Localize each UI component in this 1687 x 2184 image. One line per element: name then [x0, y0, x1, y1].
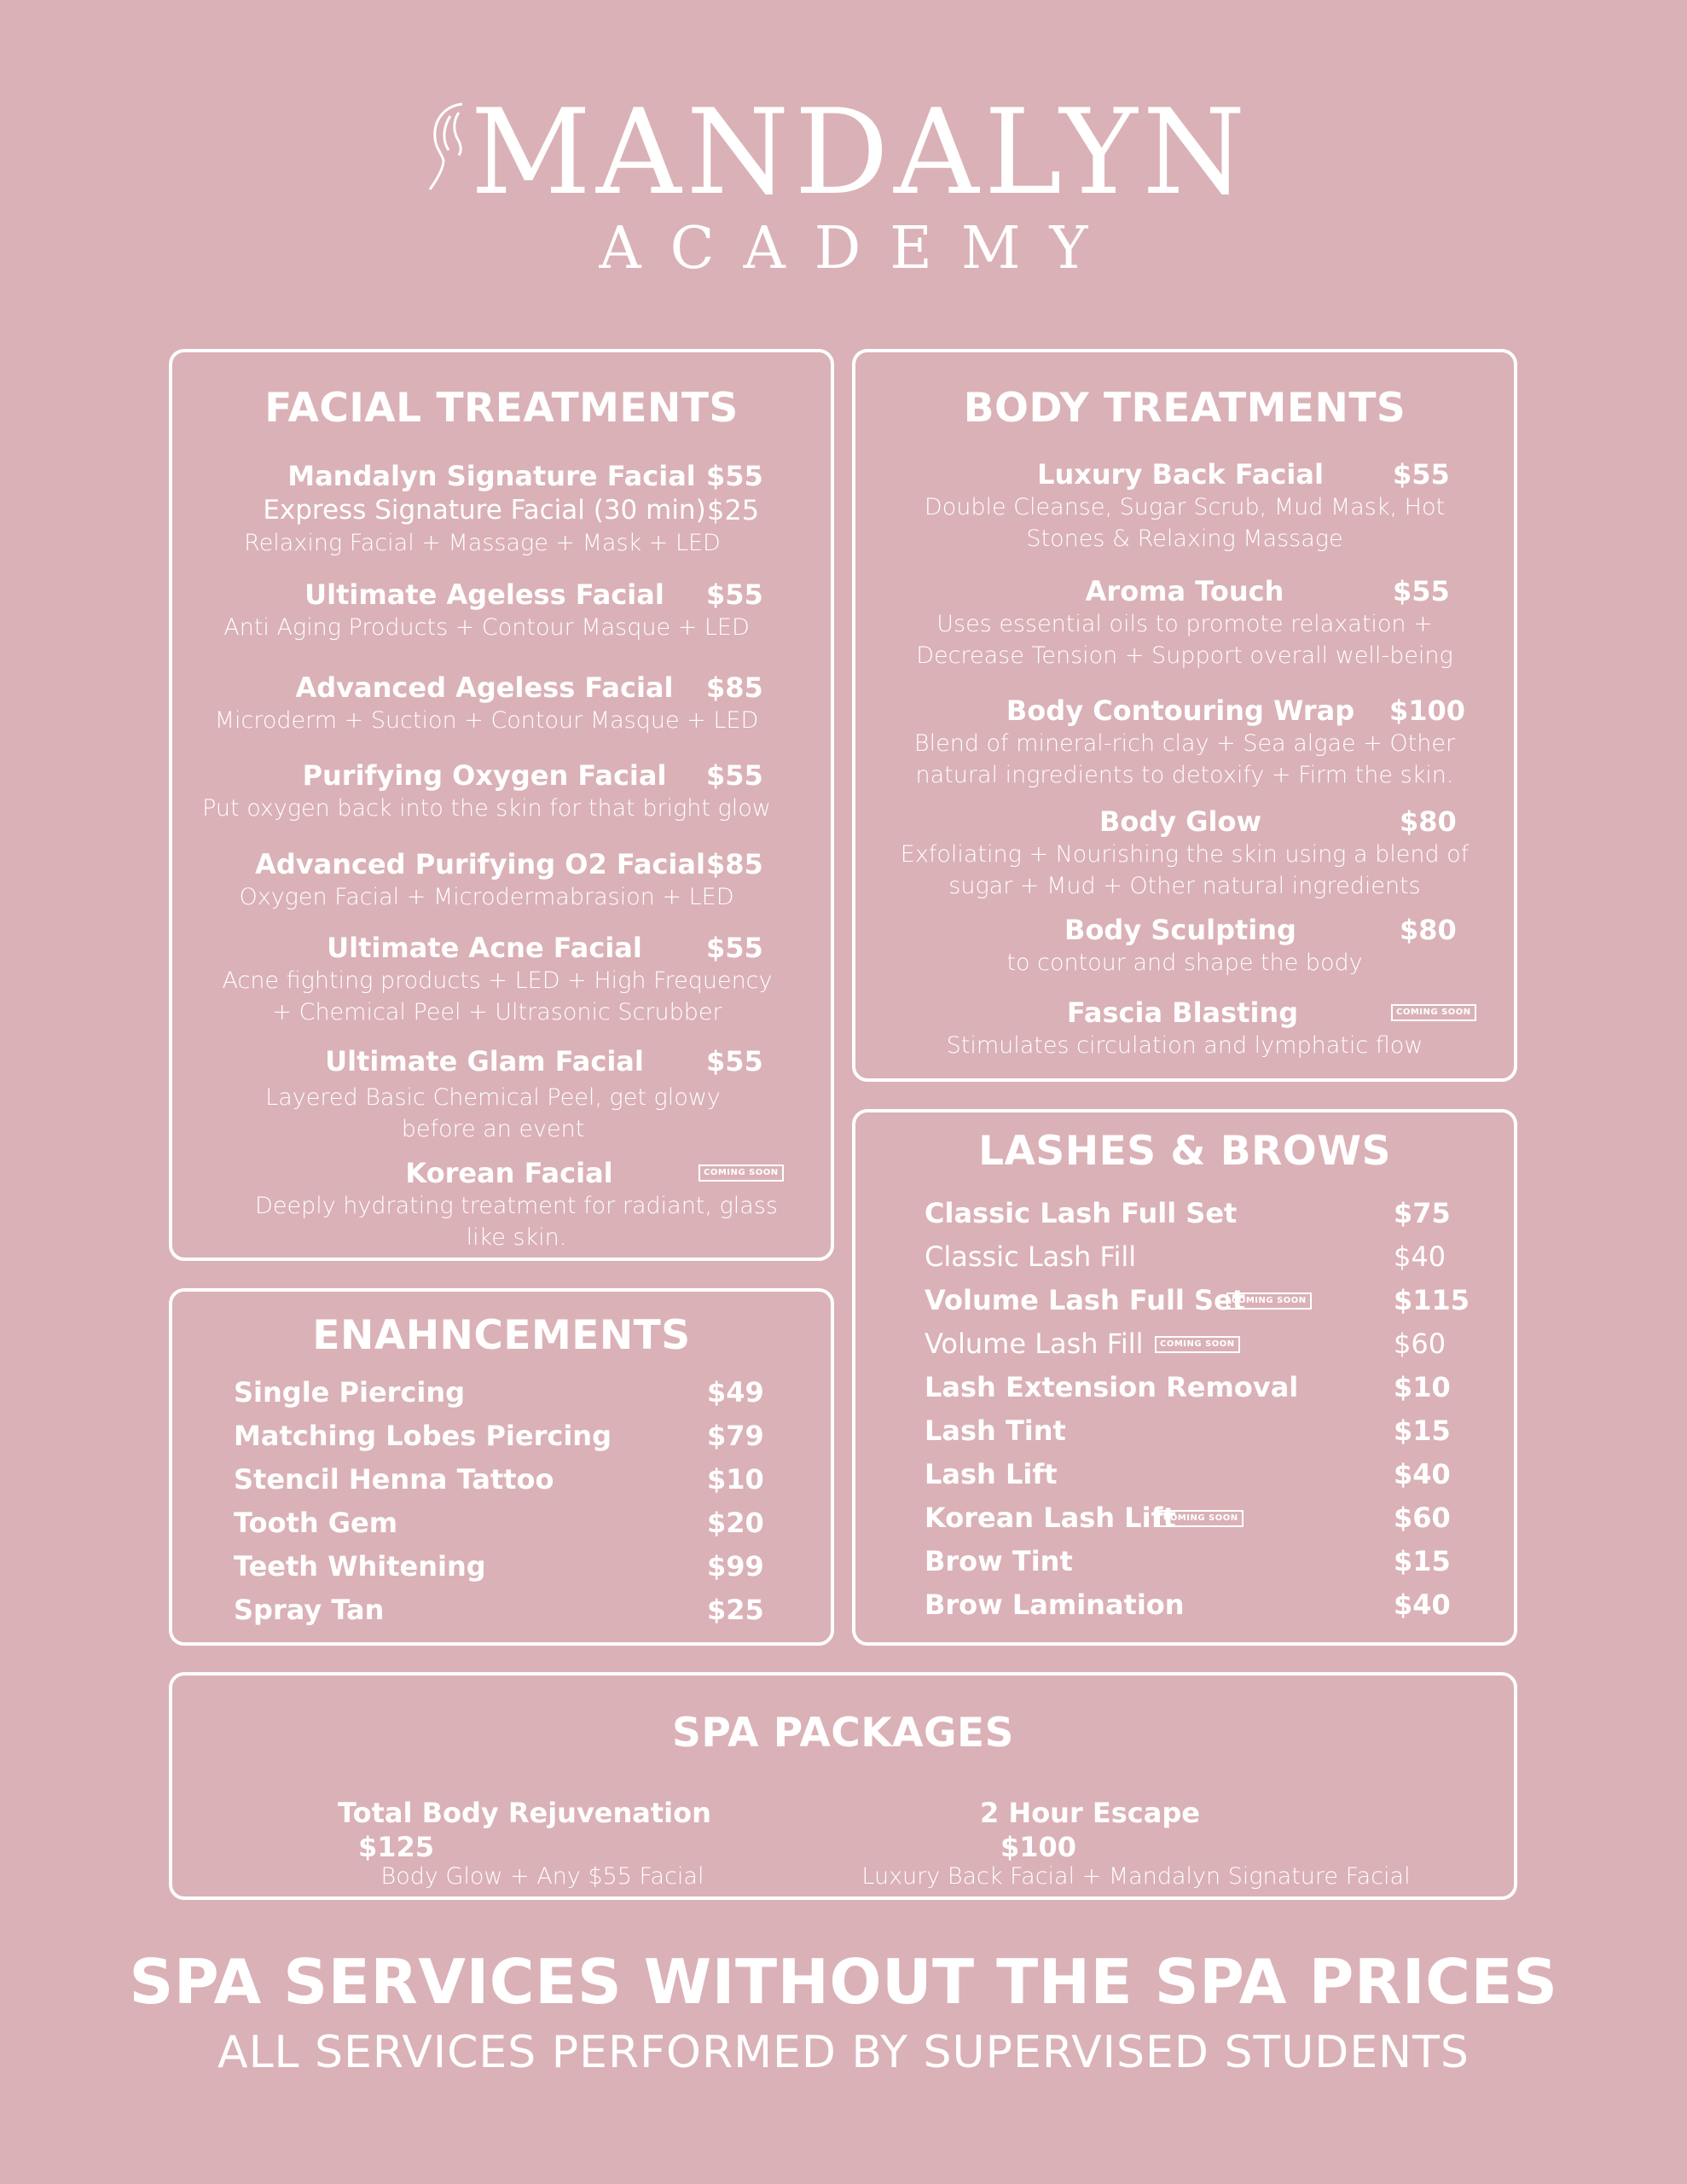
service-description: Exfoliating + Nourishing the skin using a blend of — [900, 841, 1470, 868]
service-description: Uses essential oils to promote relaxation + — [936, 611, 1433, 637]
service-price: $99 — [707, 1550, 764, 1583]
service-name: Body Glow — [1099, 805, 1262, 838]
facial-treatments-section — [169, 349, 834, 1261]
price-row — [855, 1370, 1514, 1404]
service-name: Ultimate Acne Facial — [327, 932, 642, 964]
service-name: Aroma Touch — [1085, 575, 1284, 607]
logo-sub-text: ACADEMY — [599, 215, 1117, 282]
service-price: $10 — [1394, 1371, 1451, 1403]
enhancements-title: ENAHNCEMENTS — [312, 1312, 691, 1359]
service-name: Purifying Oxygen Facial — [302, 759, 667, 792]
coming-soon-badge: COMING SOON — [699, 1165, 784, 1182]
service-sub-name: Express Signature Facial (30 min) — [263, 495, 706, 526]
service-name: Brow Lamination — [925, 1589, 1185, 1621]
service-description: Relaxing Facial + Massage + Mask + LED — [244, 530, 721, 556]
service-price: $55 — [1393, 458, 1450, 491]
service-item — [855, 574, 1514, 671]
service-description-line2: natural ingredients to detoxify + Firm the skin. — [915, 762, 1454, 788]
price-row — [855, 1544, 1514, 1578]
service-description: Double Cleanse, Sugar Scrub, Mud Mask, Hot — [924, 494, 1446, 520]
price-row — [855, 1196, 1514, 1230]
service-item — [855, 996, 1514, 1061]
package-item — [846, 1796, 1411, 1890]
service-item — [172, 459, 831, 559]
service-item — [172, 931, 831, 1028]
package-name: 2 Hour Escape — [980, 1797, 1200, 1829]
service-price: $55 — [1393, 575, 1450, 607]
package-name: Total Body Rejuvenation — [338, 1797, 711, 1829]
service-item — [855, 913, 1514, 979]
service-description-line2: before an event — [401, 1116, 585, 1142]
service-name: Ultimate Glam Facial — [325, 1045, 644, 1077]
service-name: Single Piercing — [234, 1376, 466, 1409]
service-name: Body Contouring Wrap — [1006, 694, 1355, 727]
coming-soon-badge: COMING SOON — [1226, 1292, 1312, 1310]
package-description: Body Glow + Any $55 Facial — [380, 1863, 704, 1890]
body-treatments-section — [852, 349, 1517, 1082]
coming-soon-badge: COMING SOON — [1391, 1004, 1476, 1021]
service-name: Classic Lash Full Set — [925, 1197, 1238, 1229]
spa-packages-title: SPA PACKAGES — [671, 1710, 1015, 1757]
price-row — [172, 1549, 831, 1583]
woman-face-icon — [425, 101, 484, 199]
lashes-brows-title: LASHES & BROWS — [978, 1128, 1391, 1175]
service-name: Korean Facial — [405, 1157, 613, 1189]
service-name: Fascia Blasting — [1066, 996, 1299, 1029]
price-row — [855, 1414, 1514, 1448]
service-price: $49 — [707, 1376, 764, 1409]
service-name: Korean Lash Lift — [925, 1502, 1176, 1534]
service-item — [855, 804, 1514, 902]
service-item — [172, 847, 831, 913]
price-row — [855, 1283, 1514, 1317]
service-name: Brow Tint — [925, 1545, 1073, 1577]
package-price: $100 — [1000, 1831, 1077, 1863]
service-price: $60 — [1394, 1327, 1446, 1360]
service-name: Volume Lash Full Set — [925, 1284, 1246, 1316]
price-row — [855, 1327, 1514, 1361]
price-row — [855, 1588, 1514, 1622]
service-name: Lash Tint — [925, 1414, 1066, 1447]
service-name: Advanced Ageless Facial — [295, 671, 674, 704]
package-description: Luxury Back Facial + Mandalyn Signature Facial — [861, 1863, 1411, 1890]
service-description-line2: Decrease Tension + Support overall well-being — [916, 642, 1453, 669]
price-row — [172, 1375, 831, 1409]
service-name: Ultimate Ageless Facial — [304, 578, 664, 611]
service-price: $20 — [707, 1507, 764, 1539]
service-name: Teeth Whitening — [234, 1550, 486, 1583]
lashes-brows-section — [852, 1109, 1517, 1646]
tagline-subline: ALL SERVICES PERFORMED BY SUPERVISED STUDENTS — [217, 2027, 1470, 2078]
service-description: Blend of mineral-rich clay + Sea algae + Other — [913, 730, 1456, 757]
service-price: $25 — [707, 1594, 764, 1626]
service-item — [172, 578, 831, 643]
service-description: Stimulates circulation and lymphatic flow — [946, 1032, 1423, 1059]
service-description: Deeply hydrating treatment for radiant, glass — [255, 1193, 778, 1219]
service-name: Matching Lobes Piercing — [234, 1420, 612, 1452]
service-item — [855, 457, 1514, 555]
service-price: $55 — [706, 759, 763, 792]
service-name: Classic Lash Fill — [925, 1240, 1137, 1273]
service-item — [172, 671, 831, 736]
price-row — [855, 1501, 1514, 1535]
service-price: $40 — [1394, 1240, 1446, 1273]
service-description: Oxygen Facial + Microdermabrasion + LED — [239, 884, 734, 910]
service-description-line2: like skin. — [466, 1224, 567, 1251]
service-price: $100 — [1389, 694, 1466, 727]
service-description: Put oxygen back into the skin for that bright glow — [202, 795, 771, 822]
service-description-line2: sugar + Mud + Other natural ingredients — [948, 873, 1421, 899]
service-price: $85 — [706, 671, 763, 704]
service-description: Layered Basic Chemical Peel, get glowy — [265, 1084, 721, 1111]
logo-main-text: MANDALYN — [470, 84, 1251, 221]
service-name: Mandalyn Signature Facial — [287, 460, 696, 492]
service-name: Advanced Purifying O2 Facial — [255, 848, 705, 880]
price-row — [172, 1462, 831, 1496]
service-price: $115 — [1394, 1284, 1470, 1316]
service-name: Stencil Henna Tattoo — [234, 1463, 554, 1496]
service-item — [172, 758, 831, 824]
service-name: Luxury Back Facial — [1037, 458, 1324, 491]
service-description-line2: Stones & Relaxing Massage — [1026, 526, 1343, 552]
package-item — [338, 1796, 781, 1890]
service-name: Volume Lash Fill — [925, 1327, 1144, 1360]
coming-soon-badge: COMING SOON — [1158, 1510, 1244, 1527]
service-price: $75 — [1394, 1197, 1451, 1229]
package-price: $125 — [358, 1831, 435, 1863]
price-row — [172, 1419, 831, 1453]
price-row — [855, 1240, 1514, 1274]
service-item — [172, 1156, 831, 1253]
service-price: $55 — [706, 932, 763, 964]
service-description: Anti Aging Products + Contour Masque + LED — [223, 614, 750, 641]
service-price: $10 — [707, 1463, 764, 1496]
service-price: $40 — [1394, 1589, 1451, 1621]
service-price: $40 — [1394, 1458, 1451, 1490]
service-description-line2: + Chemical Peel + Ultrasonic Scrubber — [272, 999, 722, 1025]
service-description: Acne fighting products + LED + High Frequency — [222, 967, 773, 994]
service-price: $55 — [706, 460, 763, 492]
body-treatments-title: BODY TREATMENTS — [963, 385, 1406, 432]
service-price: $80 — [1400, 914, 1457, 946]
service-price: $15 — [1394, 1545, 1451, 1577]
service-description: Microderm + Suction + Contour Masque + LED — [214, 707, 759, 734]
price-row — [172, 1593, 831, 1627]
service-sub-price: $25 — [707, 494, 760, 526]
service-name: Spray Tan — [234, 1594, 385, 1626]
service-name: Lash Lift — [925, 1458, 1058, 1490]
service-name: Tooth Gem — [234, 1507, 398, 1539]
price-row — [855, 1457, 1514, 1491]
logo — [0, 84, 1687, 282]
spa-packages-section — [169, 1672, 1517, 1900]
service-price: $15 — [1394, 1414, 1451, 1447]
service-item — [855, 694, 1514, 791]
tagline-headline: SPA SERVICES WITHOUT THE SPA PRICES — [129, 1946, 1558, 2018]
service-price: $55 — [706, 1045, 763, 1077]
service-price: $80 — [1400, 805, 1457, 838]
service-item — [172, 1044, 831, 1145]
service-price: $85 — [706, 848, 763, 880]
coming-soon-badge: COMING SOON — [1155, 1336, 1240, 1353]
service-price: $79 — [707, 1420, 764, 1452]
service-name: Body Sculpting — [1064, 914, 1296, 946]
facial-treatments-title: FACIAL TREATMENTS — [264, 385, 739, 432]
service-price: $55 — [706, 578, 763, 611]
service-description: to contour and shape the body — [1006, 950, 1363, 976]
enhancements-section — [169, 1288, 834, 1646]
service-name: Lash Extension Removal — [925, 1371, 1299, 1403]
service-price: $60 — [1394, 1502, 1451, 1534]
price-row — [172, 1506, 831, 1540]
